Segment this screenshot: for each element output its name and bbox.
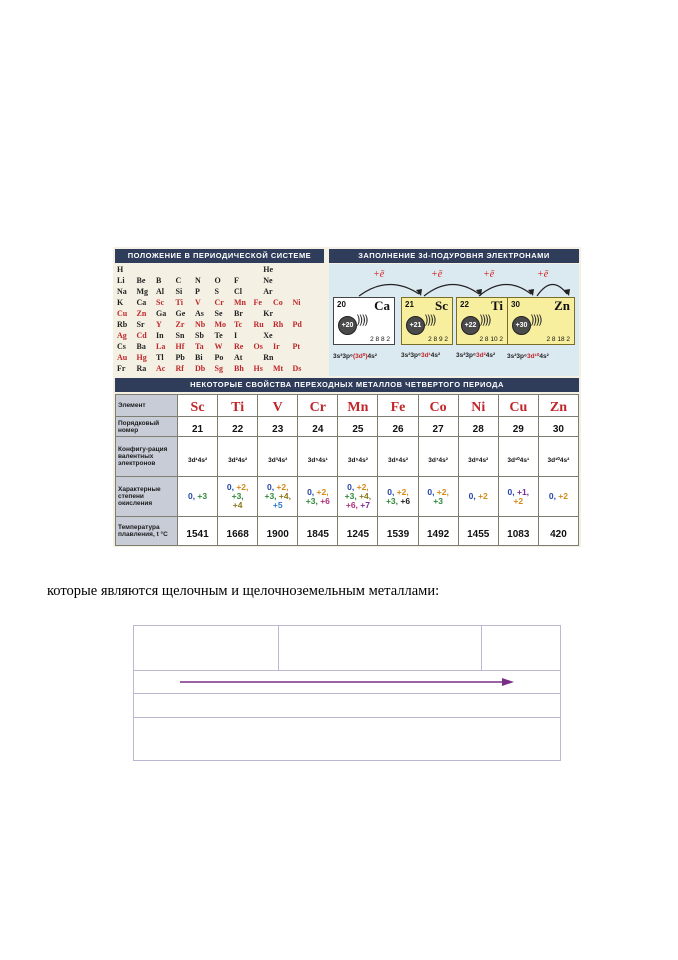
oxidation-state: +3, <box>264 491 279 501</box>
element-symbol: Bh <box>234 364 244 373</box>
element-symbol: La <box>156 342 166 351</box>
row-label-oxidation: Характерные степени окисления <box>116 477 178 517</box>
element-symbol: Cl <box>234 287 242 296</box>
atomic-number-cell <box>418 417 458 437</box>
blank-table <box>133 625 561 761</box>
atomic-number: 28 <box>472 424 484 435</box>
config-cell <box>218 437 258 477</box>
oxidation-state: +2, <box>316 486 329 497</box>
atomic-number: 30 <box>511 300 520 309</box>
oxidation-state: +3 <box>433 495 443 506</box>
atomic-number: 22 <box>232 424 244 435</box>
oxidation-state: +3, <box>385 495 401 506</box>
config-d-part: 3d¹⁰ <box>526 353 540 360</box>
oxidation-states <box>419 488 458 506</box>
melting-point: 420 <box>550 528 567 540</box>
nucleus-charge: +21 <box>406 316 425 335</box>
element-symbol: As <box>195 309 204 318</box>
element-symbol: Be <box>136 276 146 285</box>
element-symbol: Zn <box>549 399 567 415</box>
element-symbol: Nb <box>195 320 206 329</box>
electron-configuration <box>333 352 377 360</box>
table-divider <box>134 670 560 671</box>
oxidation-cell <box>338 477 378 517</box>
element-symbol: Sb <box>195 331 204 340</box>
oxidation-state: 0, <box>266 482 277 492</box>
oxidation-state: +6, <box>345 500 361 510</box>
config-suffix: 4s² <box>539 353 549 360</box>
element-symbol: Rf <box>175 364 184 373</box>
oxidation-cell <box>538 477 578 517</box>
oxidation-state: +2 <box>478 491 488 501</box>
poster-image <box>113 247 581 547</box>
element-symbol: Db <box>195 364 206 373</box>
config-cell <box>178 437 218 477</box>
atomic-number: 23 <box>272 424 284 435</box>
element-symbol: Ba <box>136 342 146 351</box>
melting-point-cell <box>378 517 418 546</box>
element-symbol: Bi <box>195 353 203 362</box>
element-symbol: Au <box>117 353 128 362</box>
config-cell <box>498 437 538 477</box>
electron-distribution: 2 8 18 2 <box>546 336 570 343</box>
table-divider <box>134 717 560 718</box>
element-symbol: Y <box>156 320 162 329</box>
element-cell <box>498 395 538 417</box>
periodic-row <box>117 275 325 286</box>
element-symbol: Ar <box>263 287 273 296</box>
oxidation-states <box>539 492 578 501</box>
element-cell <box>338 395 378 417</box>
electron-configuration <box>401 352 440 359</box>
element-symbol: Mn <box>234 298 246 307</box>
oxidation-cell <box>418 477 458 517</box>
row-label-melting: Температура плавления, t °C <box>116 517 178 546</box>
melting-point-cell <box>538 517 578 546</box>
periodic-row <box>117 319 325 330</box>
oxidation-states <box>298 488 337 506</box>
config-d-part: 3d¹ <box>420 352 431 359</box>
element-symbol: Sn <box>175 331 185 340</box>
element-cell <box>458 395 498 417</box>
melting-point: 1245 <box>346 528 370 540</box>
electron-distribution: 2 8 10 2 <box>479 336 503 343</box>
oxidation-state: +4, <box>278 491 291 501</box>
valence-config: 3d¹4s² <box>187 457 208 464</box>
config-cell <box>298 437 338 477</box>
nucleus-charge: +22 <box>461 316 480 335</box>
electron-configuration <box>507 352 549 360</box>
element-symbol: K <box>117 298 124 307</box>
element-symbol: Ag <box>117 331 127 340</box>
element-symbol: Cs <box>117 342 126 351</box>
element-symbol: H <box>117 265 124 274</box>
electron-shells-icon: )))) <box>424 313 435 327</box>
element-symbol: Mo <box>214 320 227 329</box>
oxidation-states <box>378 488 417 506</box>
element-symbol: B <box>156 276 162 285</box>
oxidation-state: 0, <box>226 482 237 492</box>
atom-symbol: Ca <box>374 298 390 313</box>
element-symbol: Ti <box>175 298 183 307</box>
element-symbol: Rh <box>273 320 284 329</box>
element-symbol: I <box>234 331 238 340</box>
element-symbol: Te <box>214 331 223 340</box>
oxidation-state: 0, <box>427 486 437 497</box>
element-symbol: Rb <box>117 320 128 329</box>
intro-paragraph: которые являются щелочным и щелочноземельным металлами: <box>47 583 440 599</box>
melting-point: 1083 <box>507 528 530 540</box>
oxidation-state: +2 <box>558 491 568 501</box>
element-symbol: Fe <box>390 399 406 415</box>
electron-distribution: 2 8 8 2 <box>370 336 390 343</box>
melting-point: 1541 <box>186 528 209 540</box>
element-symbol: Pb <box>175 353 185 362</box>
oxidation-state: +5 <box>272 500 283 510</box>
oxidation-state: +2 <box>513 495 524 506</box>
periodic-row <box>117 297 325 308</box>
atomic-number: 21 <box>405 300 414 309</box>
element-symbol: C <box>175 276 182 285</box>
config-cell <box>418 437 458 477</box>
oxidation-state: +2, <box>396 486 409 497</box>
periodic-row <box>117 308 325 319</box>
added-electron-label: +ē <box>431 269 443 280</box>
element-symbol: Mn <box>347 399 369 415</box>
oxidation-state: +6 <box>320 495 330 506</box>
oxidation-state: 0, <box>187 491 198 501</box>
element-cell <box>378 395 418 417</box>
electron-shells-icon: )))) <box>530 313 541 327</box>
element-symbol: Na <box>117 287 127 296</box>
element-symbol: N <box>195 276 201 285</box>
valence-config: 3d⁷4s² <box>428 457 448 464</box>
nucleus-charge: +30 <box>512 316 531 335</box>
oxidation-states <box>258 483 297 510</box>
oxidation-state: 0, <box>548 491 559 501</box>
element-symbol: Po <box>214 353 224 362</box>
added-electron-label: +ē <box>483 269 495 280</box>
element-symbol: Cr <box>214 298 224 307</box>
element-symbol: Br <box>234 309 243 318</box>
atomic-number-cell <box>218 417 258 437</box>
element-symbol: Re <box>234 342 244 351</box>
oxidation-state: +1, <box>516 486 530 497</box>
atom-symbol: Zn <box>554 298 570 313</box>
element-cell <box>218 395 258 417</box>
periodic-table-fragment <box>117 264 325 376</box>
element-symbol: Sc <box>190 399 205 415</box>
melting-point: 1492 <box>426 528 450 540</box>
element-symbol: Ta <box>195 342 204 351</box>
atomic-number: 24 <box>312 424 324 435</box>
melting-point-cell <box>418 517 458 546</box>
added-electron-label: +ē <box>537 269 549 280</box>
periodic-row <box>117 363 325 374</box>
melting-point-cell <box>498 517 538 546</box>
electron-distribution: 2 8 9 2 <box>428 336 448 343</box>
element-symbol: In <box>156 331 164 340</box>
element-symbol: Mg <box>136 287 149 296</box>
element-symbol: Fr <box>117 364 126 373</box>
atomic-number-cell <box>338 417 378 437</box>
oxidation-state: +2, <box>436 486 449 497</box>
melting-point: 1668 <box>226 528 249 540</box>
atomic-number-cell <box>178 417 218 437</box>
atomic-number: 30 <box>552 424 564 435</box>
electron-configuration <box>456 352 495 359</box>
element-symbol: O <box>214 276 221 285</box>
atom-box <box>401 297 453 345</box>
element-symbol: Hg <box>136 353 147 362</box>
oxidation-cell <box>458 477 498 517</box>
config-suffix: 4s² <box>367 353 377 360</box>
element-symbol: V <box>272 399 283 415</box>
table-row <box>116 517 579 546</box>
element-symbol: Zr <box>175 320 185 329</box>
element-symbol: S <box>214 287 219 296</box>
curved-arrow-icon <box>329 264 579 304</box>
atom-symbol: Sc <box>435 298 448 313</box>
table-row <box>116 477 579 517</box>
periodic-row <box>117 286 325 297</box>
atomic-number: 25 <box>352 424 364 435</box>
melting-point-cell <box>178 517 218 546</box>
periodic-row <box>117 341 325 352</box>
atomic-number: 21 <box>191 424 204 435</box>
valence-config: 3d⁸4s² <box>468 457 489 464</box>
element-cell <box>178 395 218 417</box>
oxidation-state: +3, <box>305 495 321 506</box>
config-cell <box>458 437 498 477</box>
element-symbol: Ne <box>263 276 273 285</box>
element-symbol: Li <box>117 276 125 285</box>
element-symbol: Sg <box>214 364 223 373</box>
config-cell <box>538 437 578 477</box>
element-symbol: At <box>234 353 243 362</box>
arrow-icon <box>180 676 516 688</box>
element-symbol: He <box>263 265 274 274</box>
atomic-number-cell <box>298 417 338 437</box>
config-suffix: 4s² <box>430 352 441 359</box>
element-symbol: Ra <box>136 364 147 373</box>
element-symbol: Co <box>429 399 447 415</box>
element-cell <box>298 395 338 417</box>
element-symbol: Si <box>175 287 183 296</box>
element-symbol: Tc <box>234 320 243 329</box>
config-d-part: (3d⁰) <box>352 353 368 360</box>
config-cell <box>378 437 418 477</box>
element-symbol: Sr <box>136 320 145 329</box>
element-symbol: Xe <box>263 331 273 340</box>
electron-shells-icon: )))) <box>356 313 367 327</box>
element-symbol: Ir <box>273 342 280 351</box>
config-prefix: 3s²3p⁶ <box>507 353 527 360</box>
config-cell <box>258 437 298 477</box>
element-cell <box>538 395 578 417</box>
melting-point-cell <box>298 517 338 546</box>
element-symbol: Ni <box>292 298 301 307</box>
row-label-element: Элемент <box>116 395 178 417</box>
electron-shells-icon: )))) <box>479 313 490 327</box>
row-label-config: Конфигу-рация валентных электронов <box>116 437 178 477</box>
element-symbol: Kr <box>263 309 274 318</box>
config-cell <box>338 437 378 477</box>
element-symbol: Ds <box>292 364 302 373</box>
table-divider <box>481 626 482 670</box>
oxidation-state: +3, <box>344 491 360 501</box>
element-symbol: Hf <box>175 342 185 351</box>
config-d-part: 3d² <box>475 352 486 359</box>
table-row <box>116 417 579 437</box>
periodic-row <box>117 330 325 341</box>
element-symbol: Al <box>156 287 164 296</box>
element-symbol: Cr <box>309 399 326 415</box>
valence-config: 3d¹⁰4s² <box>547 457 570 464</box>
periodic-row <box>117 264 325 275</box>
oxidation-state: 0, <box>307 486 317 497</box>
oxidation-state: +6 <box>400 495 411 506</box>
atomic-number: 20 <box>337 300 346 309</box>
oxidation-states <box>459 492 498 501</box>
element-symbol: Fe <box>253 298 262 307</box>
properties-table <box>115 394 579 546</box>
oxidation-state: 0, <box>347 482 357 492</box>
element-symbol: Pd <box>292 320 302 329</box>
melting-point: 1900 <box>266 528 289 540</box>
element-symbol: P <box>195 287 200 296</box>
valence-config: 3d²4s² <box>228 457 248 464</box>
element-symbol: Mt <box>273 364 284 373</box>
melting-point: 1845 <box>306 528 329 540</box>
melting-point-cell <box>338 517 378 546</box>
element-symbol: Ca <box>136 298 147 307</box>
element-symbol: Os <box>253 342 263 351</box>
oxidation-cell <box>258 477 298 517</box>
element-symbol: Sc <box>156 298 164 307</box>
element-symbol: Ru <box>253 320 264 329</box>
atom-box <box>456 297 508 345</box>
valence-config: 3d⁶4s² <box>388 457 408 464</box>
periodic-position-header: ПОЛОЖЕНИЕ В ПЕРИОДИЧЕСКОЙ СИСТЕМЕ <box>115 249 324 263</box>
atomic-number-cell <box>458 417 498 437</box>
config-prefix: 3s²3p⁶ <box>401 352 421 359</box>
oxidation-state: +2, <box>356 482 369 492</box>
oxidation-state: 0, <box>468 491 479 501</box>
oxidation-cell <box>298 477 338 517</box>
oxidation-state: +2, <box>236 482 249 492</box>
config-prefix: 3s²3p⁶ <box>456 352 476 359</box>
config-suffix: 4s² <box>485 352 496 359</box>
element-symbol: Pt <box>292 342 301 351</box>
atom-symbol: Ti <box>490 298 503 313</box>
oxidation-state: 0, <box>387 486 397 497</box>
oxidation-state: +2, <box>276 482 289 492</box>
oxidation-state: +7 <box>360 500 370 510</box>
oxidation-cell <box>378 477 418 517</box>
element-symbol: Ga <box>156 309 167 318</box>
element-symbol: Rn <box>263 353 274 362</box>
oxidation-cell <box>218 477 258 517</box>
atomic-number: 26 <box>392 424 404 435</box>
element-symbol: W <box>214 342 223 351</box>
periodic-row <box>117 352 325 363</box>
table-divider <box>134 693 560 694</box>
oxidation-cell <box>498 477 538 517</box>
element-symbol: Cu <box>509 399 528 415</box>
melting-point-cell <box>218 517 258 546</box>
table-row <box>116 395 579 417</box>
atom-box <box>333 297 395 345</box>
atomic-number: 29 <box>512 424 524 435</box>
valence-config: 3d³4s² <box>268 457 288 464</box>
atomic-number: 22 <box>460 300 469 309</box>
atom-box <box>507 297 575 345</box>
element-symbol: Zn <box>136 309 147 318</box>
element-symbol: Tl <box>156 353 164 362</box>
valence-config: 3d⁵4s² <box>347 457 368 464</box>
nucleus-charge: +20 <box>338 316 357 335</box>
oxidation-state: +3 <box>197 491 208 501</box>
oxidation-states <box>338 483 377 510</box>
atomic-number-cell <box>538 417 578 437</box>
element-symbol: V <box>195 298 201 307</box>
config-prefix: 3s²3p⁶ <box>333 353 353 360</box>
valence-config: 3d⁵4s¹ <box>307 457 328 464</box>
oxidation-cell <box>178 477 218 517</box>
element-symbol: Ge <box>175 309 186 318</box>
melting-point-cell <box>458 517 498 546</box>
d-sublevel-filling-header: ЗАПОЛНЕНИЕ 3d-ПОДУРОВНЯ ЭЛЕКТРОНАМИ <box>329 249 579 263</box>
atomic-number-cell <box>498 417 538 437</box>
element-symbol: Cd <box>136 331 147 340</box>
table-row <box>116 437 579 477</box>
properties-table-header: НЕКОТОРЫЕ СВОЙСТВА ПЕРЕХОДНЫХ МЕТАЛЛОВ ЧЕТВЕРТОГО ПЕРИОДА <box>115 378 579 392</box>
element-symbol: Hs <box>253 364 263 373</box>
row-label-number: Порядковый номер <box>116 417 178 437</box>
melting-point-cell <box>258 517 298 546</box>
valence-config: 3d¹⁰4s¹ <box>507 457 530 464</box>
element-cell <box>418 395 458 417</box>
oxidation-state: +4 <box>232 500 243 510</box>
added-electron-label: +ē <box>373 269 385 280</box>
oxidation-state: +4, <box>359 491 372 501</box>
oxidation-state: +3, <box>231 491 244 501</box>
atomic-number-cell <box>378 417 418 437</box>
oxidation-states <box>178 492 217 501</box>
table-divider <box>278 626 279 670</box>
element-symbol: Cu <box>117 309 128 318</box>
oxidation-states <box>499 488 538 506</box>
element-symbol: Se <box>214 309 223 318</box>
atomic-number-cell <box>258 417 298 437</box>
d-sublevel-filling-panel <box>329 264 579 376</box>
element-symbol: Co <box>273 298 283 307</box>
melting-point: 1455 <box>467 528 490 540</box>
oxidation-states <box>218 483 257 510</box>
oxidation-state: 0, <box>507 486 517 497</box>
atomic-number: 27 <box>432 424 444 435</box>
element-symbol: Ni <box>471 399 486 415</box>
element-symbol: Ac <box>156 364 166 373</box>
melting-point: 1539 <box>386 528 410 540</box>
element-cell <box>258 395 298 417</box>
element-symbol: F <box>234 276 239 285</box>
element-symbol: Ti <box>231 399 245 415</box>
